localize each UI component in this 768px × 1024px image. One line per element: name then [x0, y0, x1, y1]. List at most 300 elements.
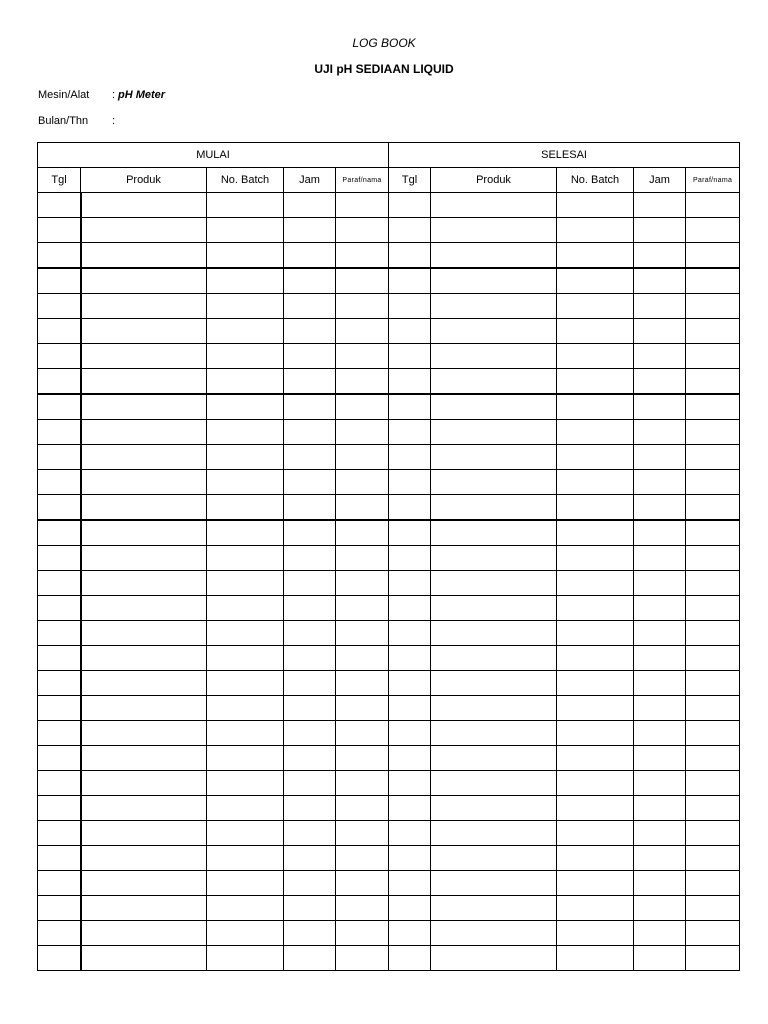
- selesai-jam-cell[interactable]: [634, 470, 686, 495]
- mulai-produk-cell[interactable]: [81, 394, 207, 420]
- selesai-paraf-cell[interactable]: [686, 771, 740, 796]
- mulai-batch-cell[interactable]: [207, 921, 284, 946]
- selesai-jam-cell[interactable]: [634, 344, 686, 369]
- mulai-batch-cell[interactable]: [207, 646, 284, 671]
- selesai-tgl-cell[interactable]: [389, 369, 431, 395]
- selesai-produk-cell[interactable]: [431, 520, 557, 546]
- mulai-paraf-cell[interactable]: [336, 445, 389, 470]
- selesai-tgl-cell[interactable]: [389, 470, 431, 495]
- selesai-jam-cell[interactable]: [634, 369, 686, 395]
- selesai-batch-cell[interactable]: [557, 344, 634, 369]
- selesai-paraf-cell[interactable]: [686, 369, 740, 395]
- mulai-batch-cell[interactable]: [207, 193, 284, 218]
- selesai-batch-cell[interactable]: [557, 696, 634, 721]
- selesai-paraf-cell[interactable]: [686, 896, 740, 921]
- mulai-batch-cell[interactable]: [207, 896, 284, 921]
- selesai-jam-cell[interactable]: [634, 571, 686, 596]
- selesai-tgl-cell[interactable]: [389, 294, 431, 319]
- mulai-produk-cell[interactable]: [81, 771, 207, 796]
- mulai-paraf-cell[interactable]: [336, 571, 389, 596]
- mulai-batch-cell[interactable]: [207, 796, 284, 821]
- selesai-produk-cell[interactable]: [431, 369, 557, 395]
- selesai-jam-cell[interactable]: [634, 821, 686, 846]
- mulai-batch-cell[interactable]: [207, 495, 284, 521]
- mulai-batch-cell[interactable]: [207, 596, 284, 621]
- mulai-tgl-cell[interactable]: [38, 846, 81, 871]
- selesai-jam-cell[interactable]: [634, 243, 686, 269]
- mulai-tgl-cell[interactable]: [38, 596, 81, 621]
- selesai-produk-cell[interactable]: [431, 319, 557, 344]
- selesai-produk-cell[interactable]: [431, 218, 557, 243]
- selesai-batch-cell[interactable]: [557, 596, 634, 621]
- mulai-produk-cell[interactable]: [81, 596, 207, 621]
- selesai-batch-cell[interactable]: [557, 821, 634, 846]
- selesai-jam-cell[interactable]: [634, 495, 686, 521]
- mulai-paraf-cell[interactable]: [336, 621, 389, 646]
- selesai-paraf-cell[interactable]: [686, 268, 740, 294]
- mulai-produk-cell[interactable]: [81, 495, 207, 521]
- selesai-jam-cell[interactable]: [634, 846, 686, 871]
- mulai-produk-cell[interactable]: [81, 796, 207, 821]
- mulai-jam-cell[interactable]: [284, 319, 336, 344]
- mulai-paraf-cell[interactable]: [336, 495, 389, 521]
- selesai-tgl-cell[interactable]: [389, 243, 431, 269]
- mulai-tgl-cell[interactable]: [38, 193, 81, 218]
- mulai-jam-cell[interactable]: [284, 846, 336, 871]
- selesai-jam-cell[interactable]: [634, 268, 686, 294]
- selesai-tgl-cell[interactable]: [389, 671, 431, 696]
- mulai-paraf-cell[interactable]: [336, 696, 389, 721]
- mulai-tgl-cell[interactable]: [38, 294, 81, 319]
- selesai-produk-cell[interactable]: [431, 646, 557, 671]
- mulai-jam-cell[interactable]: [284, 445, 336, 470]
- mulai-jam-cell[interactable]: [284, 946, 336, 971]
- mulai-paraf-cell[interactable]: [336, 796, 389, 821]
- mulai-batch-cell[interactable]: [207, 344, 284, 369]
- mulai-tgl-cell[interactable]: [38, 520, 81, 546]
- selesai-jam-cell[interactable]: [634, 796, 686, 821]
- selesai-paraf-cell[interactable]: [686, 394, 740, 420]
- mulai-paraf-cell[interactable]: [336, 394, 389, 420]
- selesai-batch-cell[interactable]: [557, 268, 634, 294]
- mulai-produk-cell[interactable]: [81, 470, 207, 495]
- mulai-produk-cell[interactable]: [81, 445, 207, 470]
- selesai-produk-cell[interactable]: [431, 470, 557, 495]
- selesai-tgl-cell[interactable]: [389, 445, 431, 470]
- selesai-tgl-cell[interactable]: [389, 571, 431, 596]
- selesai-paraf-cell[interactable]: [686, 495, 740, 521]
- selesai-paraf-cell[interactable]: [686, 696, 740, 721]
- mulai-tgl-cell[interactable]: [38, 896, 81, 921]
- mulai-batch-cell[interactable]: [207, 268, 284, 294]
- mulai-tgl-cell[interactable]: [38, 771, 81, 796]
- selesai-paraf-cell[interactable]: [686, 721, 740, 746]
- mulai-batch-cell[interactable]: [207, 420, 284, 445]
- mulai-jam-cell[interactable]: [284, 420, 336, 445]
- mulai-tgl-cell[interactable]: [38, 696, 81, 721]
- mulai-jam-cell[interactable]: [284, 671, 336, 696]
- mulai-paraf-cell[interactable]: [336, 921, 389, 946]
- selesai-produk-cell[interactable]: [431, 546, 557, 571]
- mulai-tgl-cell[interactable]: [38, 394, 81, 420]
- selesai-paraf-cell[interactable]: [686, 420, 740, 445]
- mulai-batch-cell[interactable]: [207, 696, 284, 721]
- mulai-batch-cell[interactable]: [207, 546, 284, 571]
- selesai-batch-cell[interactable]: [557, 420, 634, 445]
- mulai-tgl-cell[interactable]: [38, 821, 81, 846]
- mulai-jam-cell[interactable]: [284, 571, 336, 596]
- mulai-produk-cell[interactable]: [81, 344, 207, 369]
- selesai-batch-cell[interactable]: [557, 896, 634, 921]
- selesai-produk-cell[interactable]: [431, 420, 557, 445]
- mulai-produk-cell[interactable]: [81, 946, 207, 971]
- selesai-tgl-cell[interactable]: [389, 394, 431, 420]
- mulai-tgl-cell[interactable]: [38, 369, 81, 395]
- selesai-tgl-cell[interactable]: [389, 596, 431, 621]
- selesai-jam-cell[interactable]: [634, 394, 686, 420]
- mulai-paraf-cell[interactable]: [336, 294, 389, 319]
- mulai-paraf-cell[interactable]: [336, 821, 389, 846]
- selesai-tgl-cell[interactable]: [389, 746, 431, 771]
- selesai-paraf-cell[interactable]: [686, 571, 740, 596]
- selesai-jam-cell[interactable]: [634, 771, 686, 796]
- mulai-tgl-cell[interactable]: [38, 671, 81, 696]
- mulai-tgl-cell[interactable]: [38, 796, 81, 821]
- selesai-jam-cell[interactable]: [634, 193, 686, 218]
- mulai-paraf-cell[interactable]: [336, 218, 389, 243]
- mulai-batch-cell[interactable]: [207, 294, 284, 319]
- selesai-tgl-cell[interactable]: [389, 218, 431, 243]
- mulai-jam-cell[interactable]: [284, 871, 336, 896]
- selesai-jam-cell[interactable]: [634, 896, 686, 921]
- selesai-tgl-cell[interactable]: [389, 268, 431, 294]
- mulai-produk-cell[interactable]: [81, 243, 207, 269]
- selesai-tgl-cell[interactable]: [389, 193, 431, 218]
- mulai-produk-cell[interactable]: [81, 268, 207, 294]
- mulai-paraf-cell[interactable]: [336, 646, 389, 671]
- mulai-jam-cell[interactable]: [284, 771, 336, 796]
- selesai-tgl-cell[interactable]: [389, 520, 431, 546]
- selesai-paraf-cell[interactable]: [686, 243, 740, 269]
- selesai-batch-cell[interactable]: [557, 871, 634, 896]
- selesai-produk-cell[interactable]: [431, 896, 557, 921]
- selesai-jam-cell[interactable]: [634, 294, 686, 319]
- selesai-produk-cell[interactable]: [431, 721, 557, 746]
- selesai-batch-cell[interactable]: [557, 445, 634, 470]
- selesai-produk-cell[interactable]: [431, 796, 557, 821]
- selesai-produk-cell[interactable]: [431, 495, 557, 521]
- selesai-jam-cell[interactable]: [634, 671, 686, 696]
- selesai-batch-cell[interactable]: [557, 394, 634, 420]
- selesai-produk-cell[interactable]: [431, 821, 557, 846]
- selesai-batch-cell[interactable]: [557, 621, 634, 646]
- selesai-batch-cell[interactable]: [557, 921, 634, 946]
- mulai-jam-cell[interactable]: [284, 470, 336, 495]
- mulai-jam-cell[interactable]: [284, 193, 336, 218]
- selesai-tgl-cell[interactable]: [389, 646, 431, 671]
- mulai-produk-cell[interactable]: [81, 193, 207, 218]
- selesai-paraf-cell[interactable]: [686, 921, 740, 946]
- mulai-produk-cell[interactable]: [81, 921, 207, 946]
- mulai-paraf-cell[interactable]: [336, 546, 389, 571]
- mulai-tgl-cell[interactable]: [38, 946, 81, 971]
- mulai-paraf-cell[interactable]: [336, 596, 389, 621]
- mulai-batch-cell[interactable]: [207, 846, 284, 871]
- mulai-jam-cell[interactable]: [284, 721, 336, 746]
- selesai-produk-cell[interactable]: [431, 621, 557, 646]
- mulai-paraf-cell[interactable]: [336, 344, 389, 369]
- selesai-paraf-cell[interactable]: [686, 946, 740, 971]
- selesai-batch-cell[interactable]: [557, 520, 634, 546]
- selesai-batch-cell[interactable]: [557, 218, 634, 243]
- selesai-batch-cell[interactable]: [557, 193, 634, 218]
- selesai-tgl-cell[interactable]: [389, 621, 431, 646]
- selesai-tgl-cell[interactable]: [389, 771, 431, 796]
- mulai-tgl-cell[interactable]: [38, 218, 81, 243]
- selesai-jam-cell[interactable]: [634, 520, 686, 546]
- selesai-produk-cell[interactable]: [431, 571, 557, 596]
- mulai-batch-cell[interactable]: [207, 319, 284, 344]
- selesai-tgl-cell[interactable]: [389, 344, 431, 369]
- selesai-jam-cell[interactable]: [634, 746, 686, 771]
- mulai-tgl-cell[interactable]: [38, 646, 81, 671]
- mulai-jam-cell[interactable]: [284, 243, 336, 269]
- mulai-produk-cell[interactable]: [81, 821, 207, 846]
- selesai-jam-cell[interactable]: [634, 621, 686, 646]
- mulai-paraf-cell[interactable]: [336, 746, 389, 771]
- mulai-batch-cell[interactable]: [207, 520, 284, 546]
- mulai-tgl-cell[interactable]: [38, 268, 81, 294]
- mulai-paraf-cell[interactable]: [336, 896, 389, 921]
- mulai-tgl-cell[interactable]: [38, 319, 81, 344]
- selesai-produk-cell[interactable]: [431, 243, 557, 269]
- mulai-paraf-cell[interactable]: [336, 193, 389, 218]
- selesai-produk-cell[interactable]: [431, 871, 557, 896]
- mulai-tgl-cell[interactable]: [38, 495, 81, 521]
- selesai-batch-cell[interactable]: [557, 369, 634, 395]
- mulai-produk-cell[interactable]: [81, 571, 207, 596]
- mulai-tgl-cell[interactable]: [38, 571, 81, 596]
- selesai-jam-cell[interactable]: [634, 218, 686, 243]
- mulai-jam-cell[interactable]: [284, 821, 336, 846]
- mulai-tgl-cell[interactable]: [38, 921, 81, 946]
- selesai-produk-cell[interactable]: [431, 746, 557, 771]
- selesai-batch-cell[interactable]: [557, 721, 634, 746]
- selesai-tgl-cell[interactable]: [389, 821, 431, 846]
- selesai-batch-cell[interactable]: [557, 746, 634, 771]
- selesai-paraf-cell[interactable]: [686, 520, 740, 546]
- mulai-paraf-cell[interactable]: [336, 671, 389, 696]
- selesai-paraf-cell[interactable]: [686, 871, 740, 896]
- selesai-paraf-cell[interactable]: [686, 821, 740, 846]
- selesai-tgl-cell[interactable]: [389, 420, 431, 445]
- mulai-jam-cell[interactable]: [284, 646, 336, 671]
- mulai-paraf-cell[interactable]: [336, 243, 389, 269]
- mulai-produk-cell[interactable]: [81, 621, 207, 646]
- mulai-jam-cell[interactable]: [284, 746, 336, 771]
- mulai-jam-cell[interactable]: [284, 621, 336, 646]
- selesai-batch-cell[interactable]: [557, 495, 634, 521]
- selesai-batch-cell[interactable]: [557, 294, 634, 319]
- selesai-paraf-cell[interactable]: [686, 193, 740, 218]
- selesai-tgl-cell[interactable]: [389, 696, 431, 721]
- mulai-jam-cell[interactable]: [284, 520, 336, 546]
- selesai-paraf-cell[interactable]: [686, 746, 740, 771]
- mulai-jam-cell[interactable]: [284, 596, 336, 621]
- mulai-produk-cell[interactable]: [81, 896, 207, 921]
- selesai-tgl-cell[interactable]: [389, 946, 431, 971]
- mulai-paraf-cell[interactable]: [336, 771, 389, 796]
- mulai-tgl-cell[interactable]: [38, 621, 81, 646]
- mulai-paraf-cell[interactable]: [336, 319, 389, 344]
- mulai-tgl-cell[interactable]: [38, 721, 81, 746]
- mulai-batch-cell[interactable]: [207, 369, 284, 395]
- selesai-batch-cell[interactable]: [557, 470, 634, 495]
- mulai-jam-cell[interactable]: [284, 921, 336, 946]
- selesai-tgl-cell[interactable]: [389, 871, 431, 896]
- selesai-produk-cell[interactable]: [431, 344, 557, 369]
- selesai-produk-cell[interactable]: [431, 193, 557, 218]
- mulai-paraf-cell[interactable]: [336, 721, 389, 746]
- mulai-paraf-cell[interactable]: [336, 846, 389, 871]
- selesai-batch-cell[interactable]: [557, 319, 634, 344]
- mulai-produk-cell[interactable]: [81, 520, 207, 546]
- selesai-paraf-cell[interactable]: [686, 344, 740, 369]
- selesai-batch-cell[interactable]: [557, 946, 634, 971]
- selesai-tgl-cell[interactable]: [389, 796, 431, 821]
- selesai-produk-cell[interactable]: [431, 671, 557, 696]
- mulai-jam-cell[interactable]: [284, 218, 336, 243]
- mulai-jam-cell[interactable]: [284, 696, 336, 721]
- selesai-tgl-cell[interactable]: [389, 319, 431, 344]
- mulai-jam-cell[interactable]: [284, 394, 336, 420]
- selesai-jam-cell[interactable]: [634, 721, 686, 746]
- mulai-produk-cell[interactable]: [81, 294, 207, 319]
- mulai-tgl-cell[interactable]: [38, 445, 81, 470]
- mulai-batch-cell[interactable]: [207, 445, 284, 470]
- mulai-jam-cell[interactable]: [284, 344, 336, 369]
- mulai-jam-cell[interactable]: [284, 369, 336, 395]
- mulai-batch-cell[interactable]: [207, 621, 284, 646]
- mulai-produk-cell[interactable]: [81, 721, 207, 746]
- mulai-batch-cell[interactable]: [207, 218, 284, 243]
- mulai-batch-cell[interactable]: [207, 721, 284, 746]
- mulai-paraf-cell[interactable]: [336, 369, 389, 395]
- selesai-batch-cell[interactable]: [557, 846, 634, 871]
- selesai-paraf-cell[interactable]: [686, 596, 740, 621]
- mulai-paraf-cell[interactable]: [336, 946, 389, 971]
- mulai-produk-cell[interactable]: [81, 846, 207, 871]
- selesai-produk-cell[interactable]: [431, 846, 557, 871]
- mulai-paraf-cell[interactable]: [336, 871, 389, 896]
- selesai-paraf-cell[interactable]: [686, 319, 740, 344]
- mulai-batch-cell[interactable]: [207, 571, 284, 596]
- mulai-batch-cell[interactable]: [207, 746, 284, 771]
- selesai-produk-cell[interactable]: [431, 946, 557, 971]
- mulai-jam-cell[interactable]: [284, 546, 336, 571]
- selesai-batch-cell[interactable]: [557, 243, 634, 269]
- selesai-produk-cell[interactable]: [431, 596, 557, 621]
- mulai-jam-cell[interactable]: [284, 294, 336, 319]
- selesai-tgl-cell[interactable]: [389, 721, 431, 746]
- selesai-batch-cell[interactable]: [557, 571, 634, 596]
- selesai-paraf-cell[interactable]: [686, 621, 740, 646]
- selesai-jam-cell[interactable]: [634, 319, 686, 344]
- selesai-batch-cell[interactable]: [557, 796, 634, 821]
- mulai-produk-cell[interactable]: [81, 420, 207, 445]
- mulai-paraf-cell[interactable]: [336, 268, 389, 294]
- selesai-batch-cell[interactable]: [557, 771, 634, 796]
- mulai-batch-cell[interactable]: [207, 243, 284, 269]
- selesai-jam-cell[interactable]: [634, 946, 686, 971]
- mulai-jam-cell[interactable]: [284, 896, 336, 921]
- selesai-produk-cell[interactable]: [431, 268, 557, 294]
- mulai-batch-cell[interactable]: [207, 771, 284, 796]
- selesai-paraf-cell[interactable]: [686, 546, 740, 571]
- mulai-paraf-cell[interactable]: [336, 520, 389, 546]
- mulai-tgl-cell[interactable]: [38, 344, 81, 369]
- selesai-tgl-cell[interactable]: [389, 546, 431, 571]
- selesai-paraf-cell[interactable]: [686, 294, 740, 319]
- selesai-paraf-cell[interactable]: [686, 671, 740, 696]
- mulai-jam-cell[interactable]: [284, 796, 336, 821]
- selesai-jam-cell[interactable]: [634, 921, 686, 946]
- selesai-produk-cell[interactable]: [431, 696, 557, 721]
- selesai-jam-cell[interactable]: [634, 445, 686, 470]
- selesai-batch-cell[interactable]: [557, 671, 634, 696]
- selesai-batch-cell[interactable]: [557, 546, 634, 571]
- selesai-jam-cell[interactable]: [634, 546, 686, 571]
- selesai-paraf-cell[interactable]: [686, 796, 740, 821]
- mulai-produk-cell[interactable]: [81, 746, 207, 771]
- mulai-batch-cell[interactable]: [207, 871, 284, 896]
- selesai-batch-cell[interactable]: [557, 646, 634, 671]
- mulai-produk-cell[interactable]: [81, 871, 207, 896]
- mulai-produk-cell[interactable]: [81, 671, 207, 696]
- selesai-jam-cell[interactable]: [634, 420, 686, 445]
- selesai-produk-cell[interactable]: [431, 771, 557, 796]
- mulai-tgl-cell[interactable]: [38, 470, 81, 495]
- mulai-jam-cell[interactable]: [284, 268, 336, 294]
- mulai-tgl-cell[interactable]: [38, 871, 81, 896]
- mulai-produk-cell[interactable]: [81, 369, 207, 395]
- selesai-produk-cell[interactable]: [431, 921, 557, 946]
- mulai-produk-cell[interactable]: [81, 696, 207, 721]
- mulai-tgl-cell[interactable]: [38, 420, 81, 445]
- selesai-paraf-cell[interactable]: [686, 470, 740, 495]
- mulai-batch-cell[interactable]: [207, 470, 284, 495]
- mulai-jam-cell[interactable]: [284, 495, 336, 521]
- mulai-paraf-cell[interactable]: [336, 470, 389, 495]
- selesai-tgl-cell[interactable]: [389, 896, 431, 921]
- selesai-paraf-cell[interactable]: [686, 646, 740, 671]
- selesai-paraf-cell[interactable]: [686, 846, 740, 871]
- selesai-tgl-cell[interactable]: [389, 846, 431, 871]
- selesai-produk-cell[interactable]: [431, 445, 557, 470]
- selesai-jam-cell[interactable]: [634, 871, 686, 896]
- mulai-tgl-cell[interactable]: [38, 746, 81, 771]
- selesai-tgl-cell[interactable]: [389, 921, 431, 946]
- mulai-produk-cell[interactable]: [81, 319, 207, 344]
- mulai-produk-cell[interactable]: [81, 546, 207, 571]
- mulai-batch-cell[interactable]: [207, 394, 284, 420]
- mulai-produk-cell[interactable]: [81, 646, 207, 671]
- mulai-paraf-cell[interactable]: [336, 420, 389, 445]
- selesai-jam-cell[interactable]: [634, 696, 686, 721]
- selesai-jam-cell[interactable]: [634, 596, 686, 621]
- selesai-paraf-cell[interactable]: [686, 218, 740, 243]
- selesai-paraf-cell[interactable]: [686, 445, 740, 470]
